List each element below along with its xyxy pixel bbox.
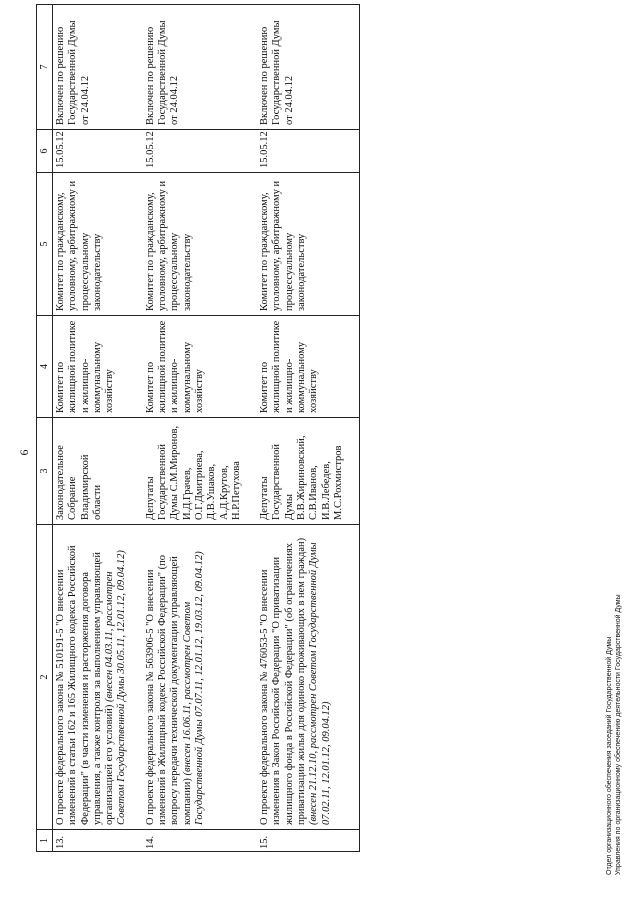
status-cell: Включен по решению Государственной Думы от 24.04.12	[143, 5, 257, 130]
row-number: 15.	[257, 830, 360, 852]
date-cell: 15.05.12	[53, 130, 143, 173]
bill-cell	[143, 525, 257, 830]
table-row	[143, 5, 257, 852]
table-row	[53, 5, 143, 852]
committee-cell: Комитет по жилищной политике и жилищно-коммунальному хозяйству	[143, 316, 257, 418]
bill-cell	[257, 525, 360, 830]
bill-title: О проекте федерального закона № 476053-5 "О внесении изменения в Закон Российской Федерации "О приватизации жилищного фонда в Российской Федерации" (об ограничениях приватизации жилья для одиноко проживающих в нем граждан)	[259, 537, 308, 825]
bill-note: (внесен 21.12.10, рассмотрен Советом Государственной Думы 07.02.11, 12.01.12, 09.04.12)	[308, 542, 332, 825]
footer-line-1: Отдел организационного обеспечения заседаний Государственной Думы	[606, 636, 613, 875]
header-row	[37, 5, 53, 852]
status-cell: Включен по решению Государственной Думы от 24.04.12	[257, 5, 360, 130]
bill-title: О проекте федерального закона № 510191-5 "О внесении изменений в статьи 162 и 165 Жилищного кодекса Российской Федерации" (в части изменения и расторжения договора управления, а также контроля за выполнением управляющей организацией его условий)	[55, 545, 116, 825]
initiator-cell: Законодательное Собрание Владимирской области	[53, 418, 143, 525]
initiator-cell: Депутаты Государственной Думы С.М.Миронов, И.Д.Грачев, О.Г.Дмитриева, Д.В.Ушаков, А.Д.Крутов, Н.Р.Петухова	[143, 418, 257, 525]
bill-cell	[53, 525, 143, 830]
date-cell: 15.05.12	[257, 130, 360, 173]
initiator-cell: Депутаты Государственной Думы В.В.Жириновский, С.В.Иванов, И.В.Лебедев, М.С.Рохмистров	[257, 418, 360, 525]
co-committee-cell: Комитет по гражданскому, уголовному, арбитражному и процессуальному законодательству	[257, 173, 360, 316]
bill-note: (внесен 16.06.11, рассмотрен Советом Государственной Думы 07.07.11, 12.01.12, 19.03.12, 09.04.12)	[181, 551, 205, 825]
committee-cell: Комитет по жилищной политике и жилищно-коммунальному хозяйству	[53, 316, 143, 418]
committee-cell: Комитет по жилищной политике и жилищно-коммунальному хозяйству	[257, 316, 360, 418]
row-number: 14.	[143, 830, 257, 852]
co-committee-cell: Комитет по гражданскому, уголовному, арбитражному и процессуальному законодательству	[143, 173, 257, 316]
row-number: 13.	[53, 830, 143, 852]
table-row	[257, 5, 360, 852]
column-header: 4	[37, 316, 53, 418]
bill-note: (внесен 04.03.11, рассмотрен Советом Государственной Думы 30.05.11, 12.01.12, 09.04.12)	[104, 550, 128, 825]
column-header: 5	[37, 173, 53, 316]
page-number: 6	[17, 449, 31, 456]
co-committee-cell: Комитет по гражданскому, уголовному, арбитражному и процессуальному законодательству	[53, 173, 143, 316]
date-cell: 15.05.12	[143, 130, 257, 173]
column-header: 6	[37, 130, 53, 173]
column-header: 7	[37, 5, 53, 130]
column-header: 1	[37, 830, 53, 852]
agenda-table	[36, 4, 360, 852]
column-header: 2	[37, 525, 53, 830]
footer-line-2: Управления по организационному обеспечению деятельности Государственной Думы	[615, 594, 622, 875]
column-header: 3	[37, 418, 53, 525]
status-cell: Включен по решению Государственной Думы от 24.04.12	[53, 5, 143, 130]
bill-title: О проекте федерального закона № 563906-5 "О внесении изменений в Жилищный кодекс Российской Федерации" (по вопросу передачи технической документации управляющей компании)	[144, 554, 193, 825]
